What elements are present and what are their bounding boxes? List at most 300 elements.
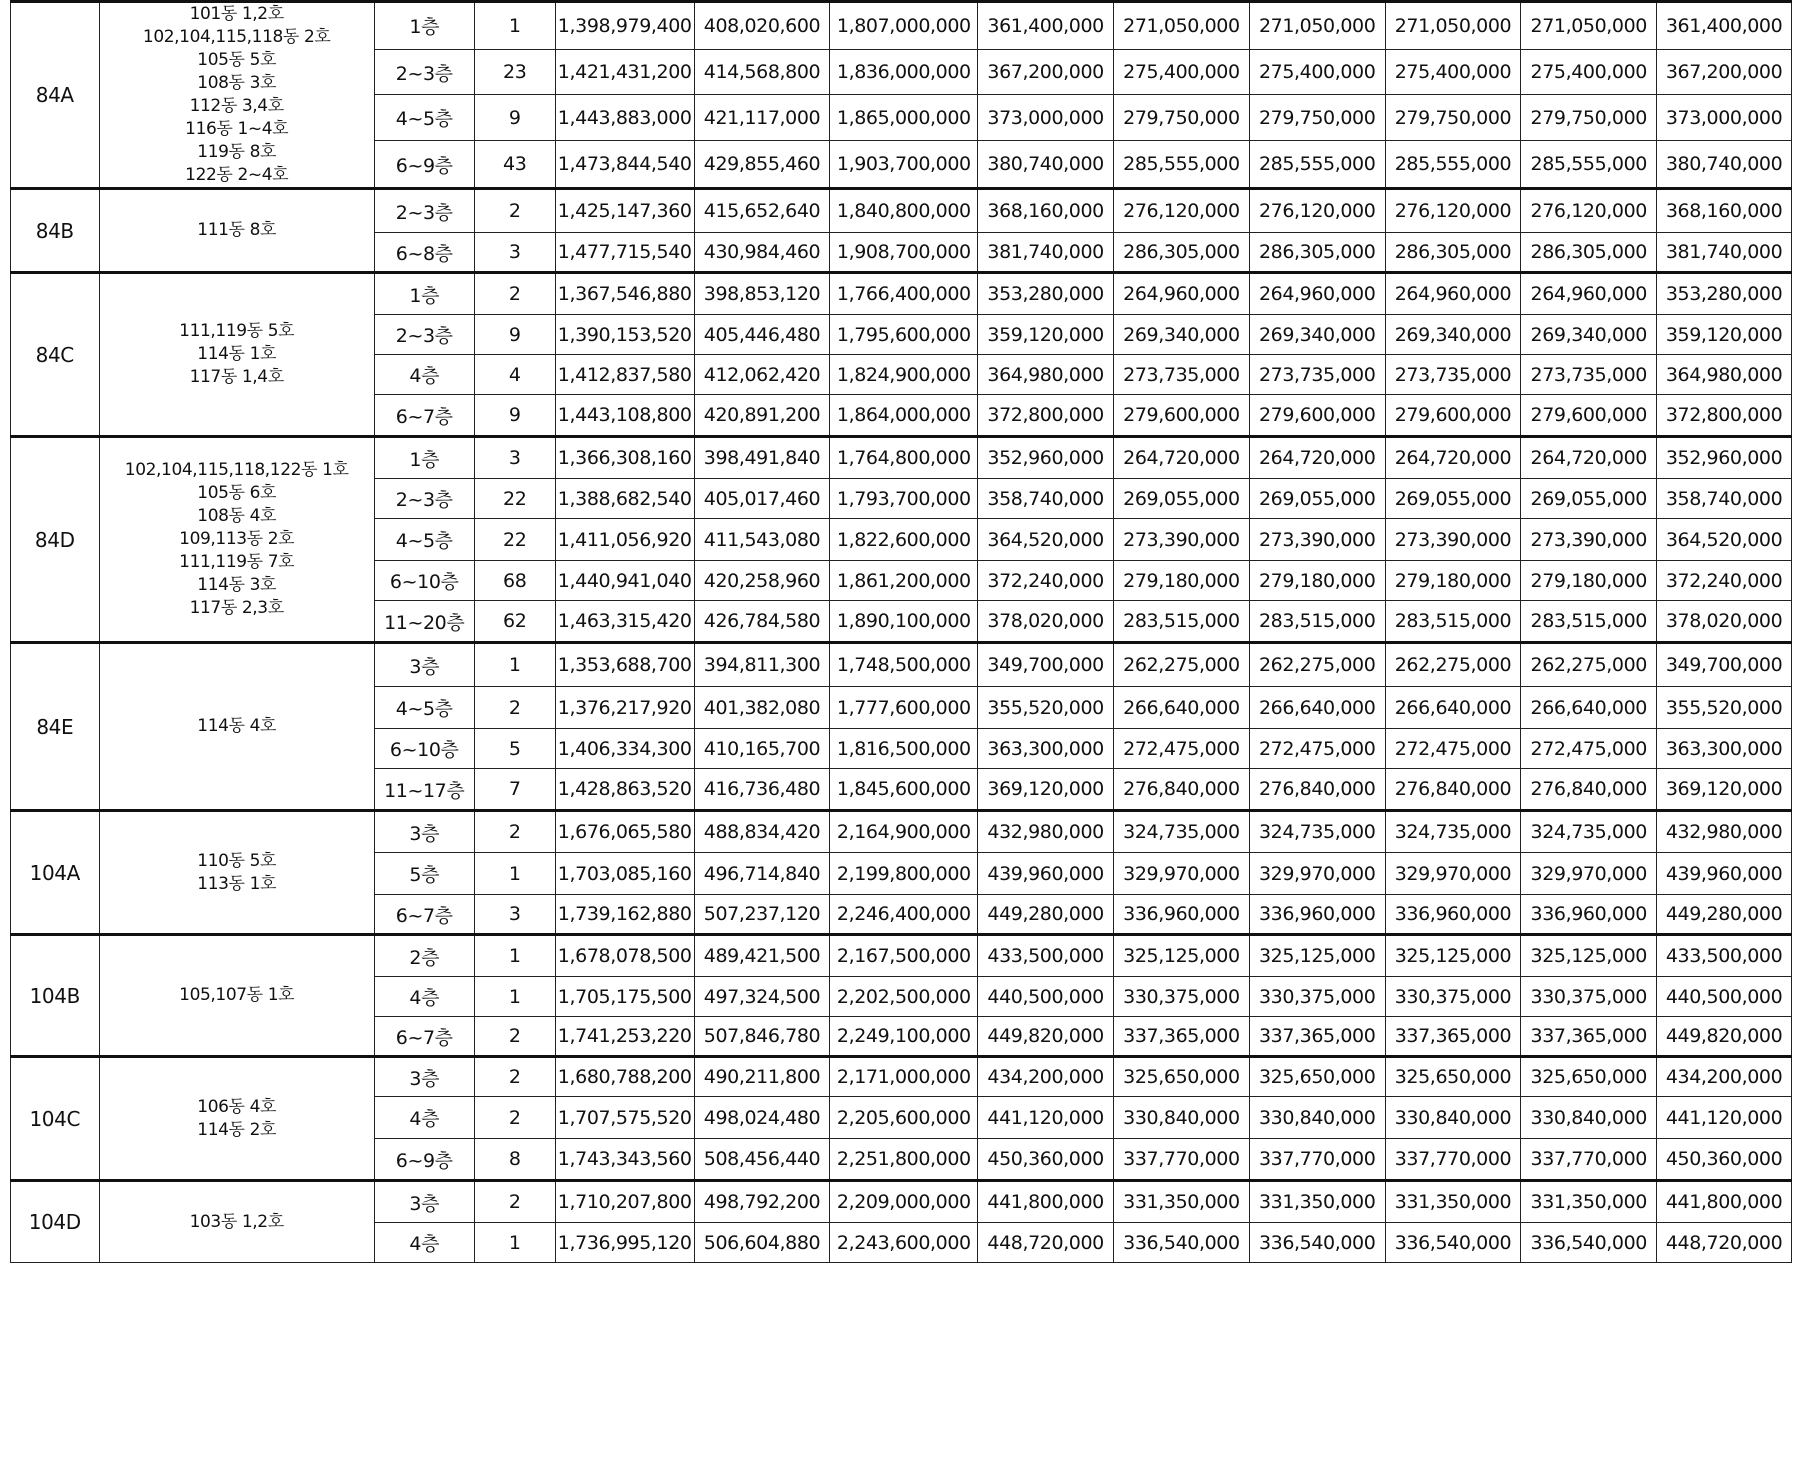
interim-2-cell: 337,365,000	[1249, 1017, 1385, 1057]
interim-4-cell: 273,390,000	[1521, 519, 1657, 561]
households-cell: 7	[474, 769, 555, 811]
balance-cell: 364,520,000	[1657, 519, 1792, 561]
balance-cell: 353,280,000	[1657, 273, 1792, 315]
interim-4-cell: 331,350,000	[1521, 1181, 1657, 1223]
interim-4-cell: 279,180,000	[1521, 561, 1657, 601]
type-group-84e	[11, 643, 1792, 811]
contract-deposit-cell: 450,360,000	[978, 1139, 1114, 1181]
table-row	[11, 1057, 1792, 1097]
interim-2-cell: 285,555,000	[1249, 141, 1385, 189]
unit-line: 117동 2,3호	[189, 598, 284, 618]
building-price-cell: 508,456,440	[694, 1139, 830, 1181]
balance-cell: 450,360,000	[1657, 1139, 1792, 1181]
households-cell: 23	[474, 49, 555, 95]
floor-cell: 6~10층	[374, 561, 474, 601]
total-price-cell: 1,861,200,000	[830, 561, 978, 601]
households-cell: 8	[474, 1139, 555, 1181]
households-cell: 2	[474, 1181, 555, 1223]
land-price-cell: 1,425,147,360	[555, 189, 694, 233]
land-price-cell: 1,443,108,800	[555, 395, 694, 437]
contract-deposit-cell: 449,280,000	[978, 895, 1114, 935]
interim-1-cell: 283,515,000	[1114, 601, 1250, 643]
interim-4-cell: 273,735,000	[1521, 355, 1657, 395]
interim-2-cell: 262,275,000	[1249, 643, 1385, 687]
balance-cell: 448,720,000	[1657, 1223, 1792, 1263]
building-price-cell: 410,165,700	[694, 729, 830, 769]
households-cell: 2	[474, 811, 555, 853]
balance-cell: 434,200,000	[1657, 1057, 1792, 1097]
contract-deposit-cell: 368,160,000	[978, 189, 1114, 233]
land-price-cell: 1,376,217,920	[555, 687, 694, 729]
contract-deposit-cell: 361,400,000	[978, 2, 1114, 50]
total-price-cell: 2,251,800,000	[830, 1139, 978, 1181]
balance-cell: 449,280,000	[1657, 895, 1792, 935]
interim-1-cell: 273,735,000	[1114, 355, 1250, 395]
unit-line: 114동 2호	[197, 1119, 277, 1140]
floor-cell: 2~3층	[374, 49, 474, 95]
building-price-cell: 497,324,500	[694, 977, 830, 1017]
interim-2-cell: 279,600,000	[1249, 395, 1385, 437]
land-price-cell: 1,440,941,040	[555, 561, 694, 601]
balance-cell: 439,960,000	[1657, 853, 1792, 895]
interim-3-cell: 279,180,000	[1385, 561, 1521, 601]
interim-1-cell: 266,640,000	[1114, 687, 1250, 729]
type-group-84c	[11, 273, 1792, 437]
building-price-cell: 429,855,460	[694, 141, 830, 189]
interim-4-cell: 337,770,000	[1521, 1139, 1657, 1181]
interim-2-cell: 269,055,000	[1249, 479, 1385, 519]
building-price-cell: 411,543,080	[694, 519, 830, 561]
unit-list-cell	[99, 437, 374, 643]
contract-deposit-cell: 439,960,000	[978, 853, 1114, 895]
balance-cell: 368,160,000	[1657, 189, 1792, 233]
interim-3-cell: 269,340,000	[1385, 315, 1521, 355]
interim-1-cell: 276,840,000	[1114, 769, 1250, 811]
interim-1-cell: 275,400,000	[1114, 49, 1250, 95]
total-price-cell: 1,766,400,000	[830, 273, 978, 315]
building-price-cell: 398,853,120	[694, 273, 830, 315]
interim-2-cell: 331,350,000	[1249, 1181, 1385, 1223]
unit-line: 102,104,115,118동 2호	[142, 27, 331, 47]
building-price-cell: 426,784,580	[694, 601, 830, 643]
balance-cell: 372,240,000	[1657, 561, 1792, 601]
floor-cell: 6~8층	[374, 233, 474, 273]
interim-4-cell: 337,365,000	[1521, 1017, 1657, 1057]
unit-line: 114동 4호	[197, 716, 277, 736]
land-price-cell: 1,473,844,540	[555, 141, 694, 189]
unit-type-cell: 84E	[11, 643, 100, 811]
interim-2-cell: 336,540,000	[1249, 1223, 1385, 1263]
land-price-cell: 1,398,979,400	[555, 2, 694, 50]
interim-2-cell: 272,475,000	[1249, 729, 1385, 769]
floor-cell: 6~7층	[374, 395, 474, 437]
total-price-cell: 1,890,100,000	[830, 601, 978, 643]
building-price-cell: 412,062,420	[694, 355, 830, 395]
interim-1-cell: 262,275,000	[1114, 643, 1250, 687]
total-price-cell: 2,164,900,000	[830, 811, 978, 853]
interim-4-cell: 283,515,000	[1521, 601, 1657, 643]
households-cell: 2	[474, 1057, 555, 1097]
interim-2-cell: 337,770,000	[1249, 1139, 1385, 1181]
contract-deposit-cell: 441,120,000	[978, 1097, 1114, 1139]
unit-line: 122동 2~4호	[185, 165, 289, 185]
contract-deposit-cell: 363,300,000	[978, 729, 1114, 769]
households-cell: 9	[474, 315, 555, 355]
interim-2-cell: 273,390,000	[1249, 519, 1385, 561]
households-cell: 2	[474, 1017, 555, 1057]
land-price-cell: 1,367,546,880	[555, 273, 694, 315]
interim-1-cell: 272,475,000	[1114, 729, 1250, 769]
contract-deposit-cell: 367,200,000	[978, 49, 1114, 95]
interim-1-cell: 325,125,000	[1114, 935, 1250, 977]
building-price-cell: 430,984,460	[694, 233, 830, 273]
balance-cell: 352,960,000	[1657, 437, 1792, 479]
floor-cell: 4층	[374, 1223, 474, 1263]
unit-line: 116동 1~4호	[185, 119, 289, 139]
interim-1-cell: 279,750,000	[1114, 95, 1250, 141]
interim-1-cell: 325,650,000	[1114, 1057, 1250, 1097]
total-price-cell: 2,171,000,000	[830, 1057, 978, 1097]
interim-2-cell: 264,960,000	[1249, 273, 1385, 315]
interim-4-cell: 330,840,000	[1521, 1097, 1657, 1139]
interim-3-cell: 279,600,000	[1385, 395, 1521, 437]
interim-4-cell: 272,475,000	[1521, 729, 1657, 769]
land-price-cell: 1,680,788,200	[555, 1057, 694, 1097]
floor-cell: 1층	[374, 273, 474, 315]
interim-3-cell: 275,400,000	[1385, 49, 1521, 95]
balance-cell: 369,120,000	[1657, 769, 1792, 811]
land-price-cell: 1,710,207,800	[555, 1181, 694, 1223]
interim-4-cell: 266,640,000	[1521, 687, 1657, 729]
unit-line: 109,113동 2호	[179, 529, 295, 549]
land-price-cell: 1,428,863,520	[555, 769, 694, 811]
unit-line: 114동 3호	[197, 575, 277, 595]
households-cell: 3	[474, 895, 555, 935]
unit-line: 111,119동 5호	[179, 321, 295, 341]
building-price-cell: 405,017,460	[694, 479, 830, 519]
households-cell: 1	[474, 643, 555, 687]
interim-3-cell: 325,650,000	[1385, 1057, 1521, 1097]
total-price-cell: 2,205,600,000	[830, 1097, 978, 1139]
building-price-cell: 394,811,300	[694, 643, 830, 687]
land-price-cell: 1,463,315,420	[555, 601, 694, 643]
households-cell: 62	[474, 601, 555, 643]
unit-list-cell	[99, 1057, 374, 1181]
table-row	[11, 643, 1792, 687]
interim-1-cell: 286,305,000	[1114, 233, 1250, 273]
unit-line: 110동 5호	[197, 850, 277, 871]
households-cell: 3	[474, 233, 555, 273]
table-row	[11, 437, 1792, 479]
unit-line: 105동 5호	[197, 50, 277, 70]
unit-line: 114동 1호	[197, 344, 277, 364]
floor-cell: 2층	[374, 935, 474, 977]
unit-type-cell: 84C	[11, 273, 100, 437]
interim-3-cell: 264,720,000	[1385, 437, 1521, 479]
contract-deposit-cell: 434,200,000	[978, 1057, 1114, 1097]
contract-deposit-cell: 364,520,000	[978, 519, 1114, 561]
building-price-cell: 415,652,640	[694, 189, 830, 233]
households-cell: 1	[474, 977, 555, 1017]
interim-3-cell: 272,475,000	[1385, 729, 1521, 769]
interim-3-cell: 273,390,000	[1385, 519, 1521, 561]
interim-4-cell: 325,650,000	[1521, 1057, 1657, 1097]
total-price-cell: 1,908,700,000	[830, 233, 978, 273]
type-group-84b	[11, 189, 1792, 273]
floor-cell: 2~3층	[374, 315, 474, 355]
land-price-cell: 1,703,085,160	[555, 853, 694, 895]
interim-3-cell: 266,640,000	[1385, 687, 1521, 729]
households-cell: 4	[474, 355, 555, 395]
contract-deposit-cell: 440,500,000	[978, 977, 1114, 1017]
unit-line: 108동 3호	[197, 73, 277, 93]
balance-cell: 449,820,000	[1657, 1017, 1792, 1057]
table-row	[11, 2, 1792, 50]
interim-1-cell: 336,540,000	[1114, 1223, 1250, 1263]
interim-3-cell: 279,750,000	[1385, 95, 1521, 141]
households-cell: 1	[474, 2, 555, 50]
land-price-cell: 1,676,065,580	[555, 811, 694, 853]
interim-2-cell: 276,120,000	[1249, 189, 1385, 233]
balance-cell: 372,800,000	[1657, 395, 1792, 437]
balance-cell: 440,500,000	[1657, 977, 1792, 1017]
households-cell: 2	[474, 273, 555, 315]
households-cell: 43	[474, 141, 555, 189]
contract-deposit-cell: 355,520,000	[978, 687, 1114, 729]
total-price-cell: 1,816,500,000	[830, 729, 978, 769]
building-price-cell: 398,491,840	[694, 437, 830, 479]
interim-3-cell: 336,960,000	[1385, 895, 1521, 935]
interim-2-cell: 325,650,000	[1249, 1057, 1385, 1097]
interim-1-cell: 329,970,000	[1114, 853, 1250, 895]
balance-cell: 355,520,000	[1657, 687, 1792, 729]
building-price-cell: 420,891,200	[694, 395, 830, 437]
balance-cell: 432,980,000	[1657, 811, 1792, 853]
building-price-cell: 420,258,960	[694, 561, 830, 601]
interim-4-cell: 324,735,000	[1521, 811, 1657, 853]
interim-3-cell: 325,125,000	[1385, 935, 1521, 977]
building-price-cell: 401,382,080	[694, 687, 830, 729]
total-price-cell: 1,864,000,000	[830, 395, 978, 437]
contract-deposit-cell: 369,120,000	[978, 769, 1114, 811]
balance-cell: 373,000,000	[1657, 95, 1792, 141]
contract-deposit-cell: 352,960,000	[978, 437, 1114, 479]
type-group-104a	[11, 811, 1792, 935]
total-price-cell: 1,822,600,000	[830, 519, 978, 561]
unit-type-cell: 104D	[11, 1181, 100, 1263]
households-cell: 2	[474, 687, 555, 729]
type-group-84d	[11, 437, 1792, 643]
floor-cell: 3층	[374, 1181, 474, 1223]
interim-2-cell: 279,750,000	[1249, 95, 1385, 141]
interim-2-cell: 269,340,000	[1249, 315, 1385, 355]
interim-1-cell: 264,720,000	[1114, 437, 1250, 479]
households-cell: 1	[474, 1223, 555, 1263]
interim-2-cell: 330,840,000	[1249, 1097, 1385, 1139]
land-price-cell: 1,678,078,500	[555, 935, 694, 977]
land-price-cell: 1,743,343,560	[555, 1139, 694, 1181]
interim-4-cell: 286,305,000	[1521, 233, 1657, 273]
interim-2-cell: 273,735,000	[1249, 355, 1385, 395]
land-price-cell: 1,477,715,540	[555, 233, 694, 273]
balance-cell: 361,400,000	[1657, 2, 1792, 50]
unit-list-cell	[99, 1181, 374, 1263]
total-price-cell: 2,243,600,000	[830, 1223, 978, 1263]
land-price-cell: 1,390,153,520	[555, 315, 694, 355]
land-price-cell: 1,412,837,580	[555, 355, 694, 395]
unit-line: 119동 8호	[197, 142, 277, 162]
interim-3-cell: 330,840,000	[1385, 1097, 1521, 1139]
contract-deposit-cell: 372,240,000	[978, 561, 1114, 601]
interim-3-cell: 324,735,000	[1385, 811, 1521, 853]
table-row	[11, 811, 1792, 853]
interim-3-cell: 276,840,000	[1385, 769, 1521, 811]
unit-list-cell	[99, 273, 374, 437]
total-price-cell: 1,824,900,000	[830, 355, 978, 395]
interim-2-cell: 279,180,000	[1249, 561, 1385, 601]
balance-cell: 378,020,000	[1657, 601, 1792, 643]
contract-deposit-cell: 448,720,000	[978, 1223, 1114, 1263]
interim-2-cell: 330,375,000	[1249, 977, 1385, 1017]
land-price-cell: 1,705,175,500	[555, 977, 694, 1017]
contract-deposit-cell: 359,120,000	[978, 315, 1114, 355]
building-price-cell: 507,237,120	[694, 895, 830, 935]
interim-3-cell: 336,540,000	[1385, 1223, 1521, 1263]
land-price-cell: 1,736,995,120	[555, 1223, 694, 1263]
contract-deposit-cell: 349,700,000	[978, 643, 1114, 687]
type-group-104b	[11, 935, 1792, 1057]
floor-cell: 4~5층	[374, 95, 474, 141]
households-cell: 9	[474, 395, 555, 437]
type-group-84a	[11, 2, 1792, 189]
interim-1-cell: 279,180,000	[1114, 561, 1250, 601]
households-cell: 1	[474, 853, 555, 895]
floor-cell: 2~3층	[374, 479, 474, 519]
floor-cell: 1층	[374, 2, 474, 50]
unit-line: 108동 4호	[197, 506, 277, 526]
land-price-cell: 1,421,431,200	[555, 49, 694, 95]
interim-3-cell: 276,120,000	[1385, 189, 1521, 233]
interim-1-cell: 279,600,000	[1114, 395, 1250, 437]
interim-3-cell: 269,055,000	[1385, 479, 1521, 519]
balance-cell: 441,800,000	[1657, 1181, 1792, 1223]
unit-type-cell: 104B	[11, 935, 100, 1057]
type-group-104c	[11, 1057, 1792, 1181]
total-price-cell: 2,249,100,000	[830, 1017, 978, 1057]
interim-1-cell: 269,055,000	[1114, 479, 1250, 519]
households-cell: 2	[474, 189, 555, 233]
building-price-cell: 506,604,880	[694, 1223, 830, 1263]
balance-cell: 358,740,000	[1657, 479, 1792, 519]
unit-type-cell: 84A	[11, 2, 100, 189]
balance-cell: 364,980,000	[1657, 355, 1792, 395]
households-cell: 5	[474, 729, 555, 769]
interim-2-cell: 325,125,000	[1249, 935, 1385, 977]
interim-3-cell: 331,350,000	[1385, 1181, 1521, 1223]
total-price-cell: 1,764,800,000	[830, 437, 978, 479]
interim-2-cell: 324,735,000	[1249, 811, 1385, 853]
total-price-cell: 1,748,500,000	[830, 643, 978, 687]
land-price-cell: 1,741,253,220	[555, 1017, 694, 1057]
land-price-cell: 1,739,162,880	[555, 895, 694, 935]
floor-cell: 1층	[374, 437, 474, 479]
total-price-cell: 1,840,800,000	[830, 189, 978, 233]
contract-deposit-cell: 381,740,000	[978, 233, 1114, 273]
interim-4-cell: 285,555,000	[1521, 141, 1657, 189]
interim-2-cell: 264,720,000	[1249, 437, 1385, 479]
interim-1-cell: 331,350,000	[1114, 1181, 1250, 1223]
contract-deposit-cell: 358,740,000	[978, 479, 1114, 519]
contract-deposit-cell: 353,280,000	[978, 273, 1114, 315]
floor-cell: 4층	[374, 355, 474, 395]
balance-cell: 441,120,000	[1657, 1097, 1792, 1139]
building-price-cell: 498,792,200	[694, 1181, 830, 1223]
unit-line: 103동 1,2호	[189, 1211, 284, 1232]
land-price-cell: 1,353,688,700	[555, 643, 694, 687]
floor-cell: 11~20층	[374, 601, 474, 643]
building-price-cell: 488,834,420	[694, 811, 830, 853]
floor-cell: 5층	[374, 853, 474, 895]
interim-2-cell: 329,970,000	[1249, 853, 1385, 895]
unit-line: 113동 1호	[197, 873, 277, 894]
households-cell: 22	[474, 519, 555, 561]
floor-cell: 4층	[374, 1097, 474, 1139]
households-cell: 1	[474, 935, 555, 977]
interim-4-cell: 262,275,000	[1521, 643, 1657, 687]
contract-deposit-cell: 432,980,000	[978, 811, 1114, 853]
interim-4-cell: 276,840,000	[1521, 769, 1657, 811]
balance-cell: 380,740,000	[1657, 141, 1792, 189]
building-price-cell: 496,714,840	[694, 853, 830, 895]
table-row	[11, 935, 1792, 977]
land-price-cell: 1,411,056,920	[555, 519, 694, 561]
building-price-cell: 408,020,600	[694, 2, 830, 50]
contract-deposit-cell: 372,800,000	[978, 395, 1114, 437]
unit-list-cell	[99, 643, 374, 811]
total-price-cell: 1,836,000,000	[830, 49, 978, 95]
balance-cell: 359,120,000	[1657, 315, 1792, 355]
building-price-cell: 416,736,480	[694, 769, 830, 811]
interim-2-cell: 275,400,000	[1249, 49, 1385, 95]
contract-deposit-cell: 449,820,000	[978, 1017, 1114, 1057]
contract-deposit-cell: 364,980,000	[978, 355, 1114, 395]
total-price-cell: 2,167,500,000	[830, 935, 978, 977]
interim-4-cell: 269,340,000	[1521, 315, 1657, 355]
land-price-cell: 1,366,308,160	[555, 437, 694, 479]
total-price-cell: 1,903,700,000	[830, 141, 978, 189]
interim-4-cell: 279,600,000	[1521, 395, 1657, 437]
interim-4-cell: 264,720,000	[1521, 437, 1657, 479]
floor-cell: 3층	[374, 1057, 474, 1097]
balance-cell: 363,300,000	[1657, 729, 1792, 769]
floor-cell: 4~5층	[374, 519, 474, 561]
floor-cell: 11~17층	[374, 769, 474, 811]
interim-1-cell: 330,375,000	[1114, 977, 1250, 1017]
unit-type-cell: 84D	[11, 437, 100, 643]
interim-4-cell: 275,400,000	[1521, 49, 1657, 95]
table-row	[11, 273, 1792, 315]
table-row	[11, 189, 1792, 233]
floor-cell: 3층	[374, 643, 474, 687]
interim-3-cell: 283,515,000	[1385, 601, 1521, 643]
land-price-cell: 1,388,682,540	[555, 479, 694, 519]
interim-2-cell: 271,050,000	[1249, 2, 1385, 50]
building-price-cell: 498,024,480	[694, 1097, 830, 1139]
households-cell: 22	[474, 479, 555, 519]
interim-4-cell: 279,750,000	[1521, 95, 1657, 141]
contract-deposit-cell: 378,020,000	[978, 601, 1114, 643]
building-price-cell: 414,568,800	[694, 49, 830, 95]
